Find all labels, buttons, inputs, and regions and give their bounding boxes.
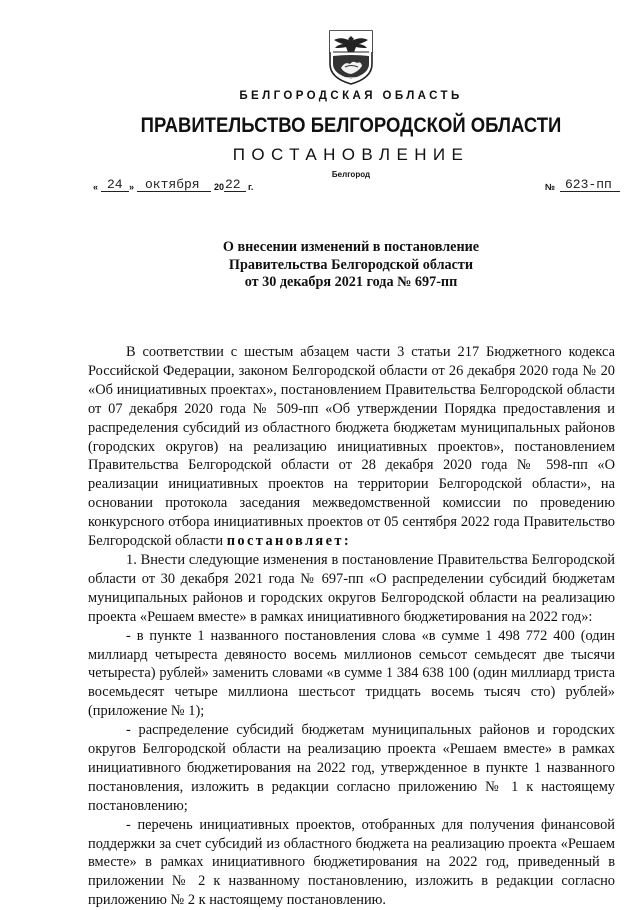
day-underline [101, 191, 129, 192]
date-close-quote: » [129, 182, 135, 192]
paragraph-bullet-3: - перечень инициативных проектов, отобранных для получения финансовой поддержки за счет субсидий из областного бюджета на реализацию проекта «Решаем вместе» в рамках инициативного бюджетирования на 2022 год, приведенный в приложении № 2 к названному постановлению, изложить в редакции согласно приложению № 2 к настоящему постановлению. [88, 816, 615, 909]
paragraph-preamble [88, 343, 615, 551]
date-year-prefix: 20 [214, 182, 225, 192]
document-title [0, 239, 640, 292]
preamble-text: В соответствии с шестым абзацем части 3 статьи 217 Бюджетного кодекса Российской Федерации, законом Белгородской области от 26 декабря 2020 года № 20 «Об инициативных проектах», постановлением Правительства Белгородской области от 07 декабря 2020 года № 509-пп «Об утверждении Порядка предоставления и распределения субсидий из областного бюджета бюджетам муниципальных районов (городских округов) на реализацию инициативных проектов», постановлением Правительства Белгородской области от 28 декабря 2020 года № 598-пп «О реализации инициативных проектов на территории Белгородской области», на основании протокола заседания межведомственной комиссии по проведению конкурсного отбора инициативных проектов от 05 сентября 2022 года Правительство Белгородской области [88, 344, 615, 550]
paragraph-bullet-2: - распределение субсидий бюджетам муниципальных районов и городских округов Белгородской области на реализацию проекта «Решаем вместе» в рамках инициативного бюджетирования на 2022 год, утвержденное в пункте 1 названного постановления, изложить в редакции согласно приложению № 1 к настоящему постановлению; [88, 722, 615, 814]
number-line [545, 178, 620, 194]
city-name: Белгород [331, 170, 371, 179]
region-name: БЕЛГОРОДСКАЯ ОБЛАСТЬ [239, 90, 463, 102]
paragraph-item-1: 1. Внести следующие изменения в постановление Правительства Белгородской области от 30 декабря 2021 года № 697-пп «О распределении субсидий бюджетам муниципальных районов и городских округов Белгородской области на реализацию проекта «Решаем вместе» в рамках инициативного бюджетирования на 2022 год»: [88, 551, 615, 625]
paragraph-bullet-1: - в пункте 1 названного постановления слова «в сумме 1 498 772 400 (один миллиард четыреста девяносто восемь миллионов семьсот семьдесят две тысячи четыреста) рублей» заменить словами «в сумме 1 384 638 100 (один миллиард триста восемьдесят четыре миллиона шестьсот тридцать восемь тысяч сто) рублей» (приложение № 1); [88, 627, 615, 720]
preamble-emphasis: постановляет: [226, 533, 352, 550]
document-type: ПОСТАНОВЛЕНИЕ [232, 145, 470, 164]
coat-of-arms-icon [327, 28, 375, 86]
date-day: 24 [107, 177, 123, 192]
date-month: октября [145, 177, 200, 192]
date-open-quote: « [93, 182, 99, 192]
title-line-2: Правительства Белгородской области [228, 256, 474, 273]
number-label: № [545, 182, 556, 192]
document-body [88, 343, 615, 910]
number-underline [560, 191, 620, 192]
title-line-1: О внесении изменений в постановление [222, 239, 480, 255]
government-name: ПРАВИТЕЛЬСТВО БЕЛГОРОДСКОЙ ОБЛАСТИ [140, 113, 562, 137]
date-year-unit: г. [248, 182, 254, 192]
month-underline [137, 191, 211, 192]
title-line-3: от 30 декабря 2021 года № 697-пп [244, 274, 458, 290]
date-year-suffix: 22 [225, 177, 241, 192]
date-line [93, 178, 263, 194]
number-value: 623-пп [565, 177, 612, 192]
year-underline [224, 191, 246, 192]
